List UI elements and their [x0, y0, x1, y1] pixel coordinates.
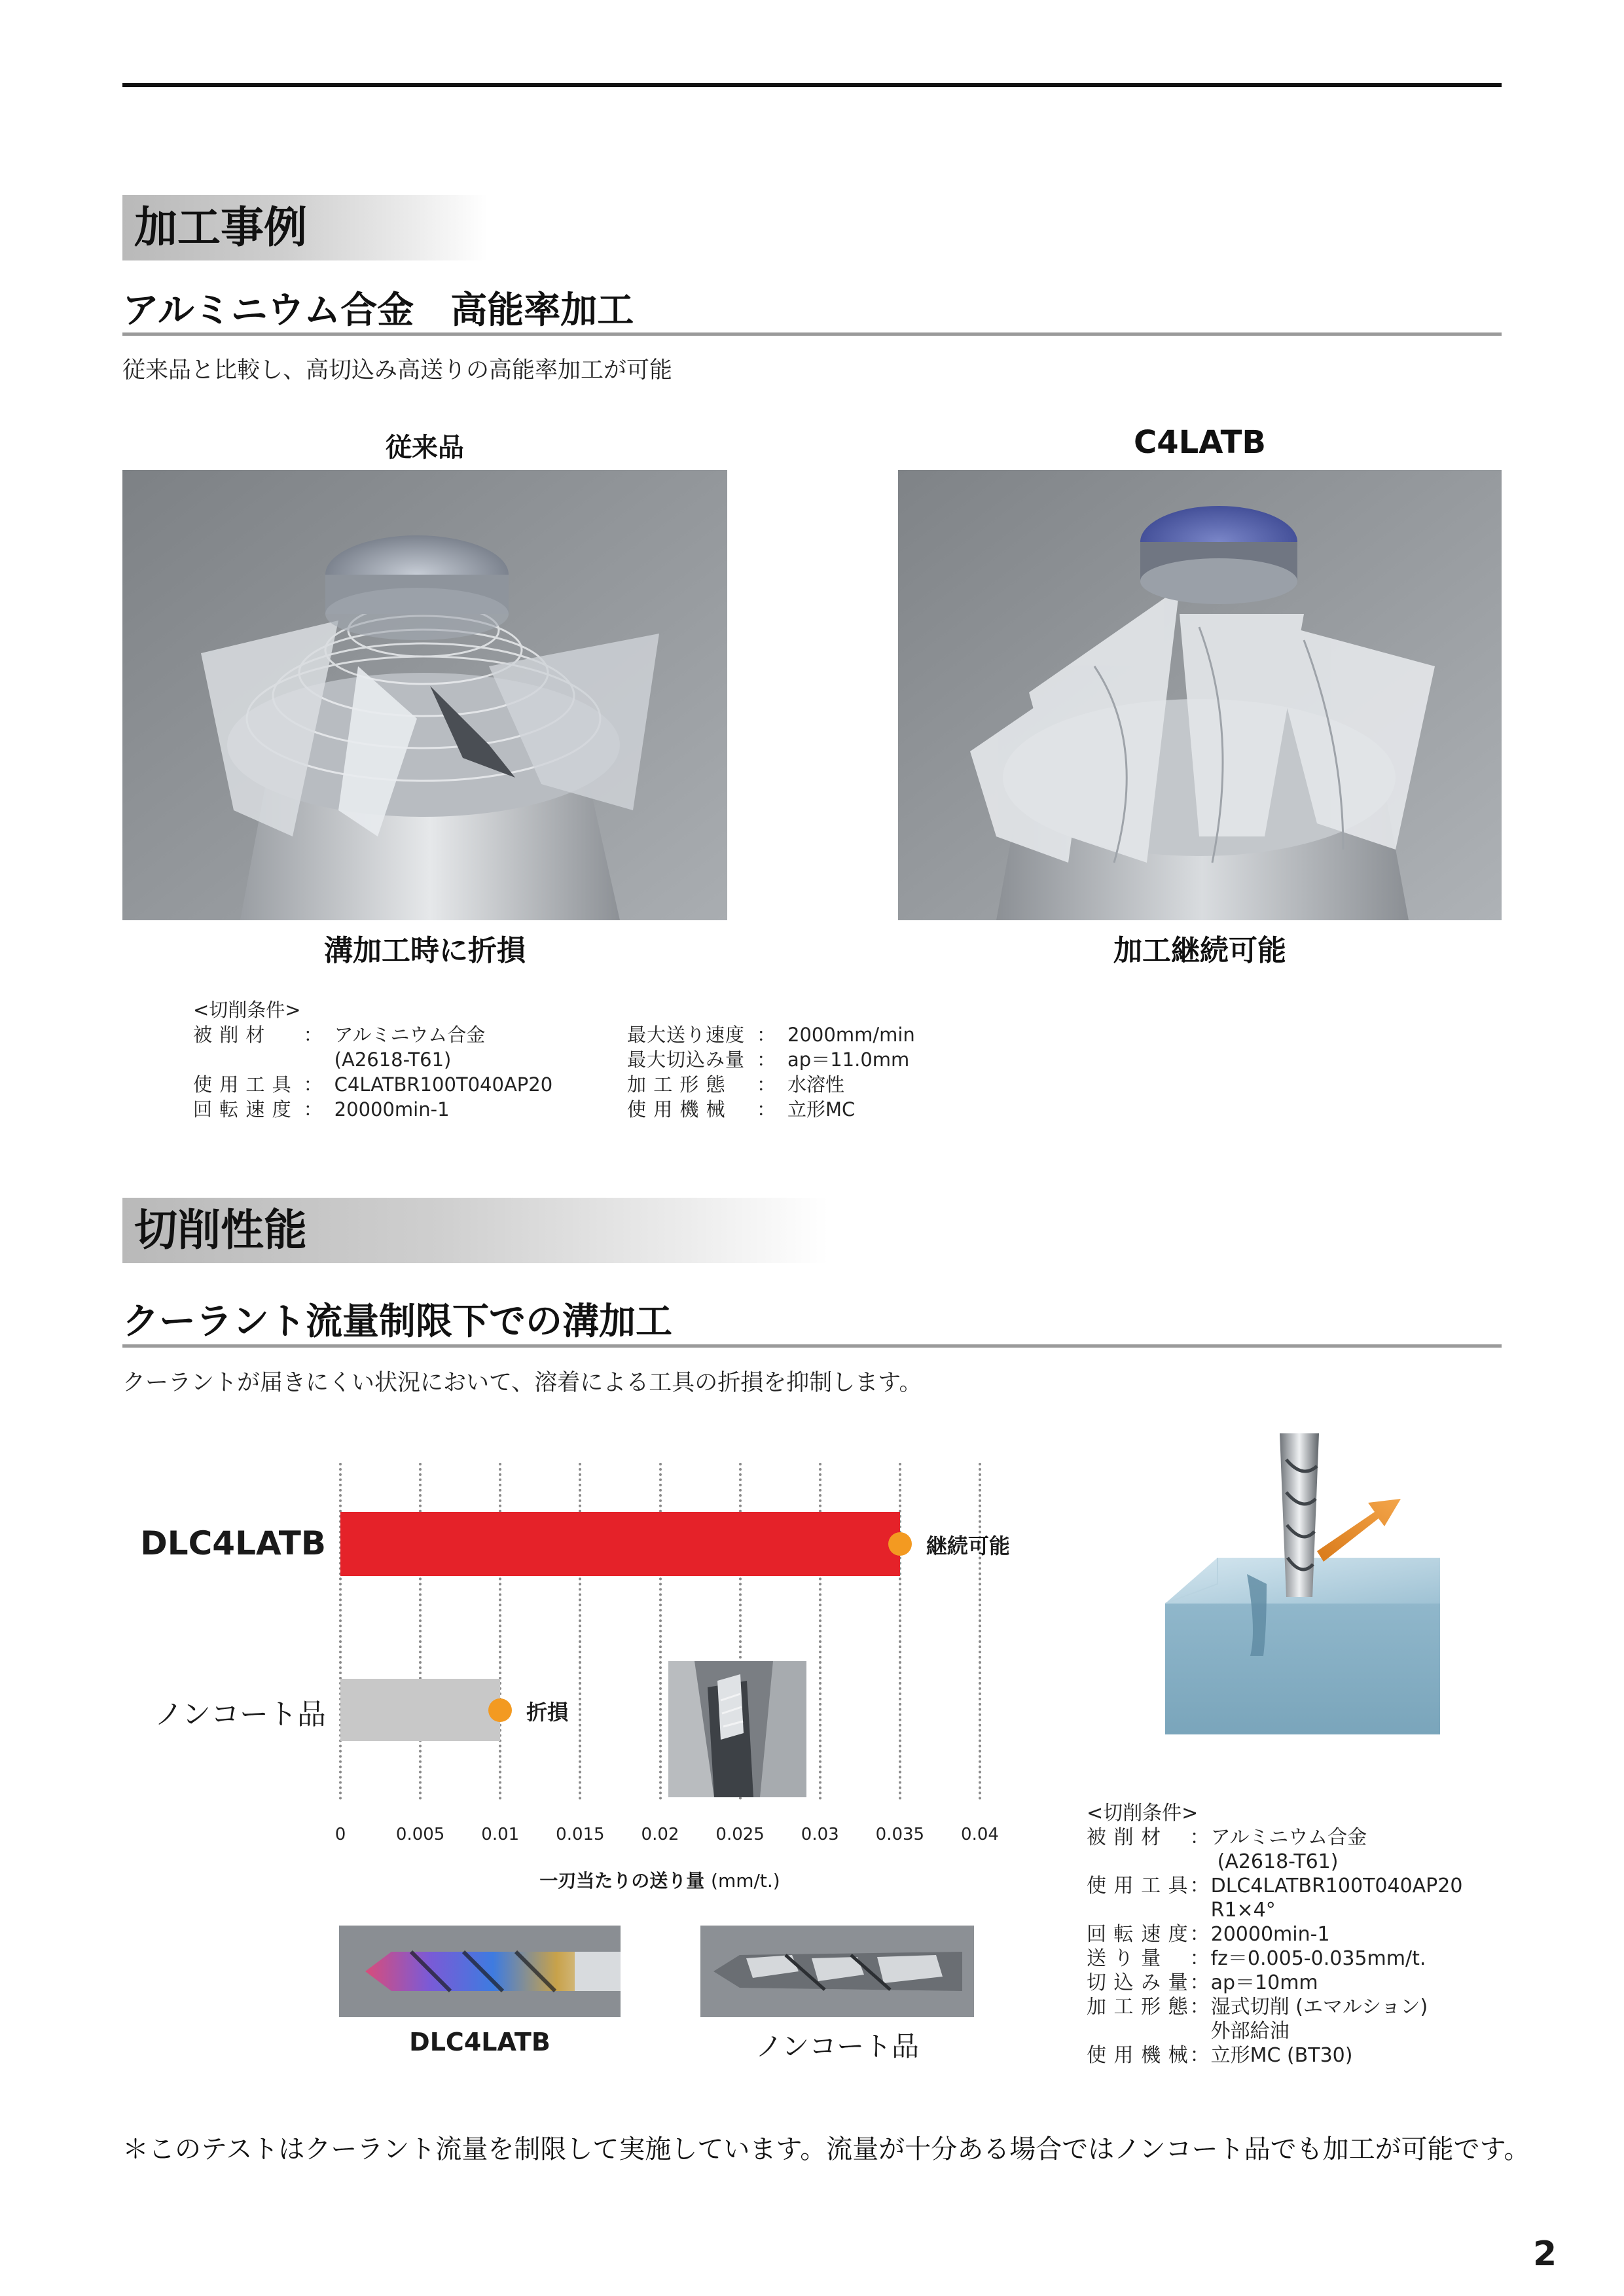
cutting-conditions-1 — [193, 997, 552, 1122]
condition-row: 外部給油 — [1210, 2020, 1290, 2043]
grid-line — [899, 1463, 901, 1800]
conditions-heading: <切削条件> — [193, 999, 301, 1021]
condition-row: 使 用 工 具 ： C4LATBR100T040AP20 — [193, 1073, 553, 1096]
grid-line — [819, 1463, 821, 1800]
lead-text-2: クーラントが届きにくい状況において、溶着による工具の折損を抑制します。 — [122, 1370, 922, 1396]
grid-line — [339, 1463, 342, 1800]
section-title-cases: 加工事例 — [122, 195, 488, 260]
bar-annotation: 折損 — [526, 1699, 569, 1725]
x-tick-label: 0 — [334, 1825, 346, 1844]
category-label: DLC4LATB — [140, 1524, 326, 1562]
category-label: ノンコート品 — [154, 1697, 326, 1731]
footnote: ＊このテストはクーラント流量を制限して実施しています。流量が十分ある場合ではノンコート品でも加工が可能です。 — [122, 2134, 1530, 2164]
coated-tool-image — [339, 1926, 621, 2017]
dlc4latb-tool-photo — [339, 1926, 621, 2017]
conditions-table-left — [193, 1022, 552, 1122]
condition-row: 回 転 速 度 ： 20000min-1 — [1087, 1923, 1330, 1946]
x-tick-label: 0.01 — [481, 1825, 520, 1844]
condition-row: 送 り 量 ： fz＝0.005-0.035mm/t. — [1087, 1947, 1426, 1970]
subtitle-rule — [122, 332, 1502, 336]
condition-row: 最大送り速度 ： 2000mm/min — [627, 1024, 915, 1046]
impeller-complete-image — [898, 470, 1502, 920]
conventional-impeller-photo — [122, 470, 727, 920]
condition-row: 最大切込み量 ： ap＝11.0mm — [627, 1049, 910, 1071]
c4latb-impeller-photo — [898, 470, 1502, 920]
endmill-block-diagram — [1152, 1433, 1447, 1754]
cutting-conditions-1b — [627, 1022, 915, 1122]
x-tick-label: 0.035 — [875, 1825, 925, 1844]
condition-row: 被 削 材 ： アルミニウム合金 — [1087, 1826, 1367, 1849]
broken-tool-photo — [668, 1661, 806, 1797]
x-tick-label: 0.005 — [395, 1825, 445, 1844]
x-axis-unit: (mm/t.) — [711, 1870, 780, 1892]
tool-label-dlc4latb: DLC4LATB — [409, 2028, 550, 2056]
x-tick-label: 0.025 — [715, 1825, 765, 1844]
subtitle-aluminum: アルミニウム合金 高能率加工 — [122, 289, 634, 332]
grid-line — [419, 1463, 422, 1800]
left-caption: 溝加工時に折損 — [324, 934, 526, 967]
end-marker — [888, 1532, 912, 1556]
x-tick-label: 0.03 — [801, 1825, 839, 1844]
broken-tool-image — [668, 1661, 806, 1797]
condition-row: 回 転 速 度 ： 20000min-1 — [193, 1098, 450, 1121]
bar-annotation: 継続可能 — [926, 1534, 1010, 1558]
x-tick-label: 0.04 — [961, 1825, 999, 1844]
condition-row: 使 用 工 具 ： DLC4LATBR100T040AP20 — [1087, 1874, 1463, 1897]
condition-row: 被 削 材 ： アルミニウム合金 — [193, 1024, 486, 1046]
condition-row: 加 工 形 態 ： 湿式切削 (エマルション) — [1087, 1996, 1428, 2018]
grid-line — [979, 1463, 981, 1800]
bar-noncoat — [340, 1679, 500, 1741]
conditions-heading-2: <切削条件> — [1087, 1802, 1199, 1825]
noncoat-tool-photo — [700, 1926, 974, 2017]
x-tick-label: 0.015 — [556, 1825, 605, 1844]
bar-dlc4latb — [340, 1512, 900, 1576]
impeller-broken-image — [122, 470, 727, 920]
left-heading: 従来品 — [386, 433, 464, 463]
end-marker — [488, 1698, 512, 1722]
grid-line — [659, 1463, 662, 1800]
condition-row: 使 用 機 械 ： 立形MC (BT30) — [1087, 2044, 1353, 2067]
tool-label-noncoat: ノンコート品 — [755, 2030, 920, 2062]
page-number: 2 — [1533, 2234, 1557, 2274]
right-heading: C4LATB — [1134, 424, 1266, 461]
conditions-table-2 — [1087, 1825, 1462, 2068]
right-caption: 加工継続可能 — [1113, 934, 1286, 967]
x-tick-label: 0.02 — [641, 1825, 679, 1844]
lead-text: 従来品と比較し、高切込み高送りの高能率加工が可能 — [122, 357, 673, 384]
condition-row: (A2618-T61) — [334, 1049, 452, 1071]
condition-row: 使 用 機 械 ： 立形MC — [627, 1098, 856, 1121]
x-axis-title: 一刃当たりの送り量 — [539, 1870, 705, 1892]
top-rule — [122, 83, 1502, 87]
condition-row: (A2618-T61) — [1217, 1850, 1339, 1873]
conditions-table-right — [627, 1022, 915, 1122]
condition-row: 加 工 形 態 ： 水溶性 — [627, 1073, 845, 1096]
noncoat-tool-image — [700, 1926, 974, 2017]
chart-x-axis-label — [339, 1867, 981, 1893]
cutting-conditions-2 — [1087, 1801, 1462, 2068]
slot-machining-illustration — [1152, 1433, 1447, 1754]
subtitle-coolant: クーラント流量制限下での溝加工 — [122, 1300, 672, 1343]
condition-row: 切 込 み 量 ： ap＝10mm — [1087, 1971, 1318, 1994]
condition-row: R1×4° — [1210, 1899, 1276, 1922]
subtitle-rule-2 — [122, 1344, 1502, 1348]
section-title-performance: 切削性能 — [122, 1198, 828, 1263]
grid-line — [579, 1463, 581, 1800]
grid-line — [499, 1463, 501, 1800]
